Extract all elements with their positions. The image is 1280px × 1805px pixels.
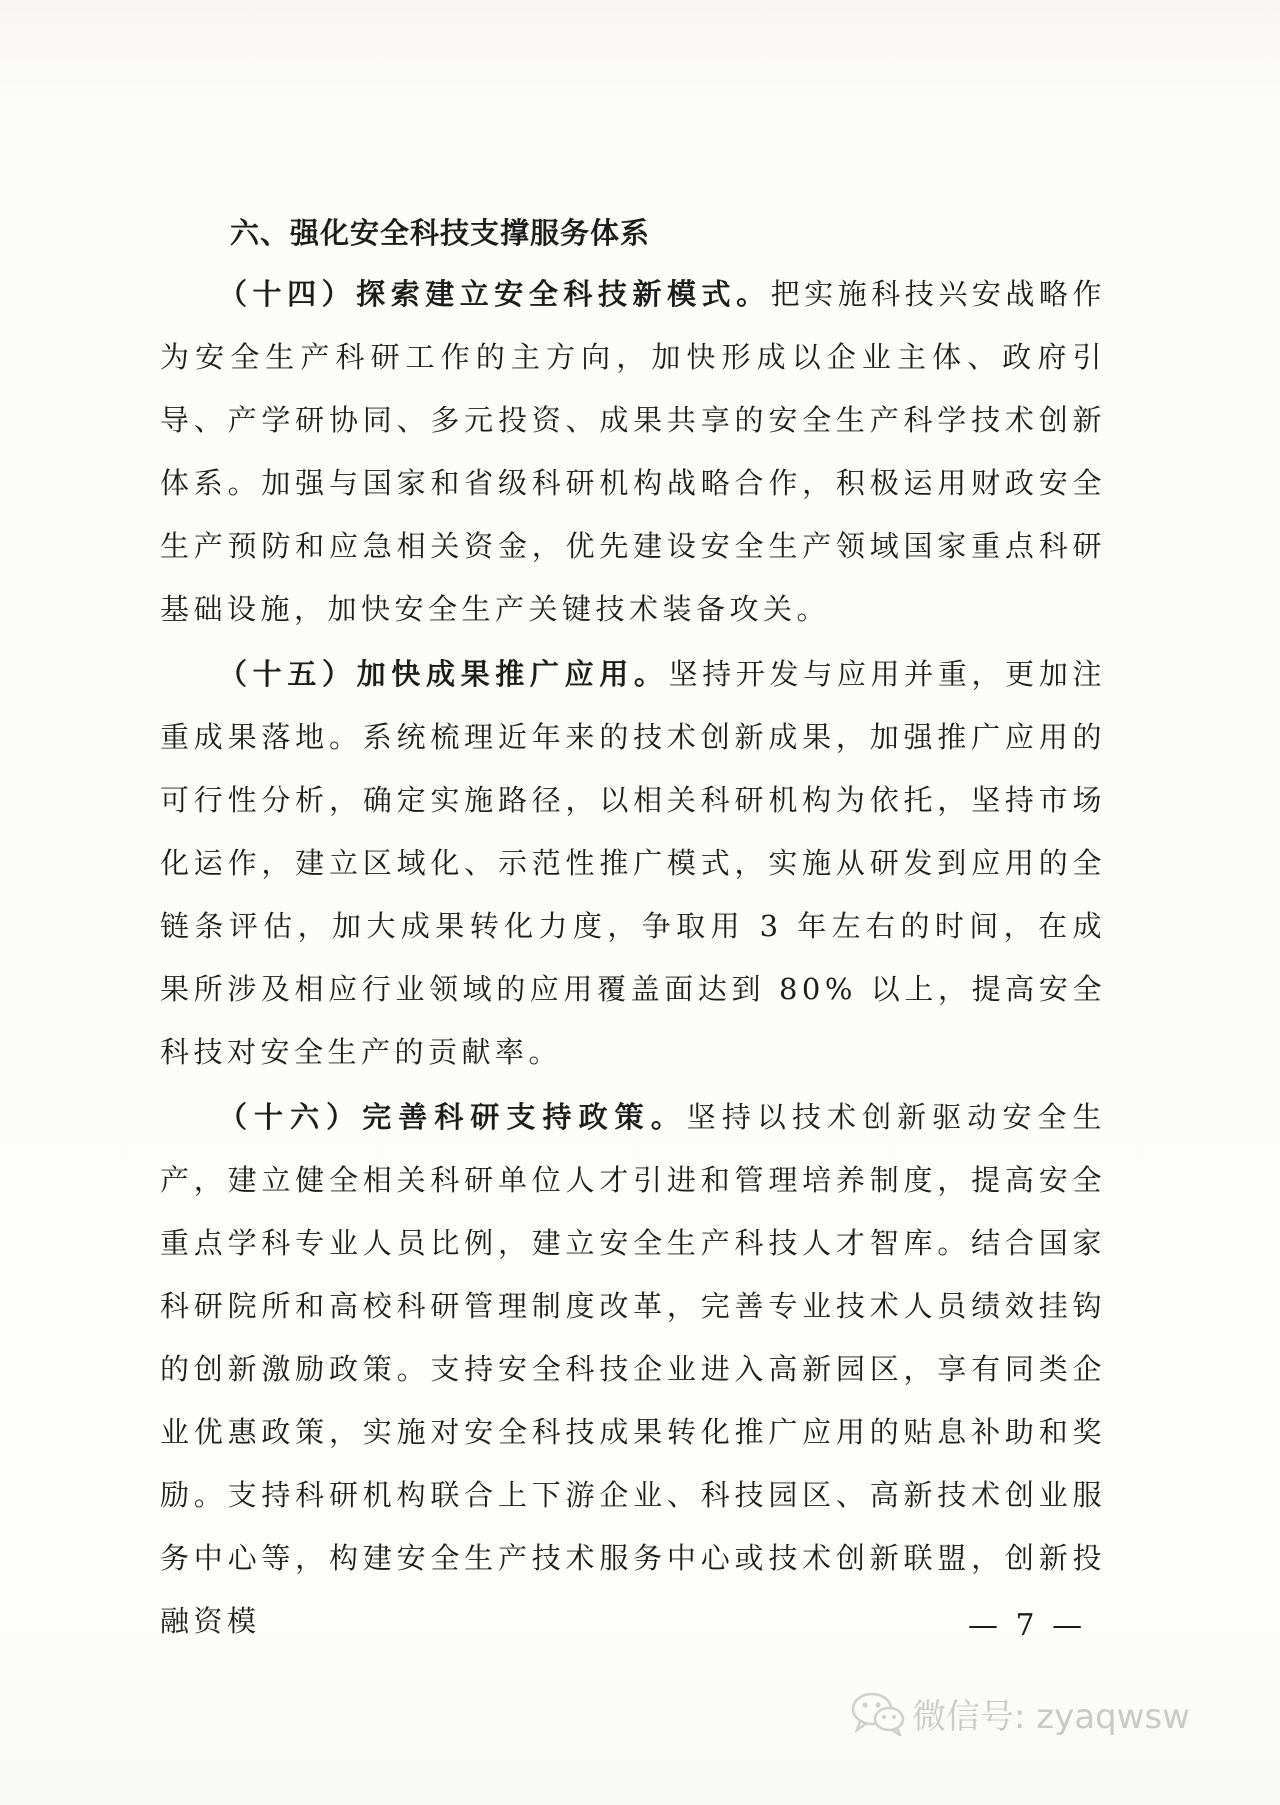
paragraph-15-text: 坚持开发与应用并重，更加注重成果落地。系统梳理近年来的技术创新成果，加强推广应用的可行性分析，确定实施路径，以相关科研机构为依托，坚持市场化运作，建立区域化、示范性推广模式，实施从研发到应用的全链条评估，加大成果转化力度，争取用 3 年左右的时间，在成果所涉及相应行业领域的应用覆盖面达到 80% 以上，提高安全科技对安全生产的贡献率。	[160, 657, 1106, 1069]
paragraph-15-lead: （十五）加快成果推广应用。	[218, 657, 669, 691]
paragraph-16	[160, 1086, 1106, 1653]
wechat-icon	[850, 1690, 906, 1736]
page-number: — 7 —	[968, 1608, 1087, 1643]
paragraph-14-text: 把实施科技兴安战略作为安全生产科研工作的主方向，加快形成以企业主体、政府引导、产学研协同、多元投资、成果共享的安全生产科学技术创新体系。加强与国家和省级科研机构战略合作，积极运用财政安全生产预防和应急相关资金，优先建设安全生产领域国家重点科研基础设施，加快安全生产关键技术装备攻关。	[160, 277, 1106, 626]
paragraph-14	[160, 263, 1106, 641]
watermark-text: 微信号: zyaqwsw	[912, 1696, 1190, 1737]
paragraph-14-lead: （十四）探索建立安全科技新模式。	[218, 277, 771, 311]
paragraph-16-lead: （十六）完善科研支持政策。	[218, 1100, 687, 1134]
wechat-watermark	[850, 1688, 1190, 1738]
document-body	[160, 205, 1106, 1653]
paragraph-15	[160, 643, 1106, 1084]
paragraph-16-text: 坚持以技术创新驱动安全生产，建立健全相关科研单位人才引进和管理培养制度，提高安全重点学科专业人员比例，建立安全生产科技人才智库。结合国家科研院所和高校科研管理制度改革，完善专业技术人员绩效挂钩的创新激励政策。支持安全科技企业进入高新园区，享有同类企业优惠政策，实施对安全科技成果转化推广应用的贴息补助和奖励。支持科研机构联合上下游企业、科技园区、高新技术创业服务中心等，构建安全生产技术服务中心或技术创新联盟，创新投融资模	[160, 1100, 1106, 1638]
section-heading: 六、强化安全科技支撑服务体系	[230, 216, 651, 250]
